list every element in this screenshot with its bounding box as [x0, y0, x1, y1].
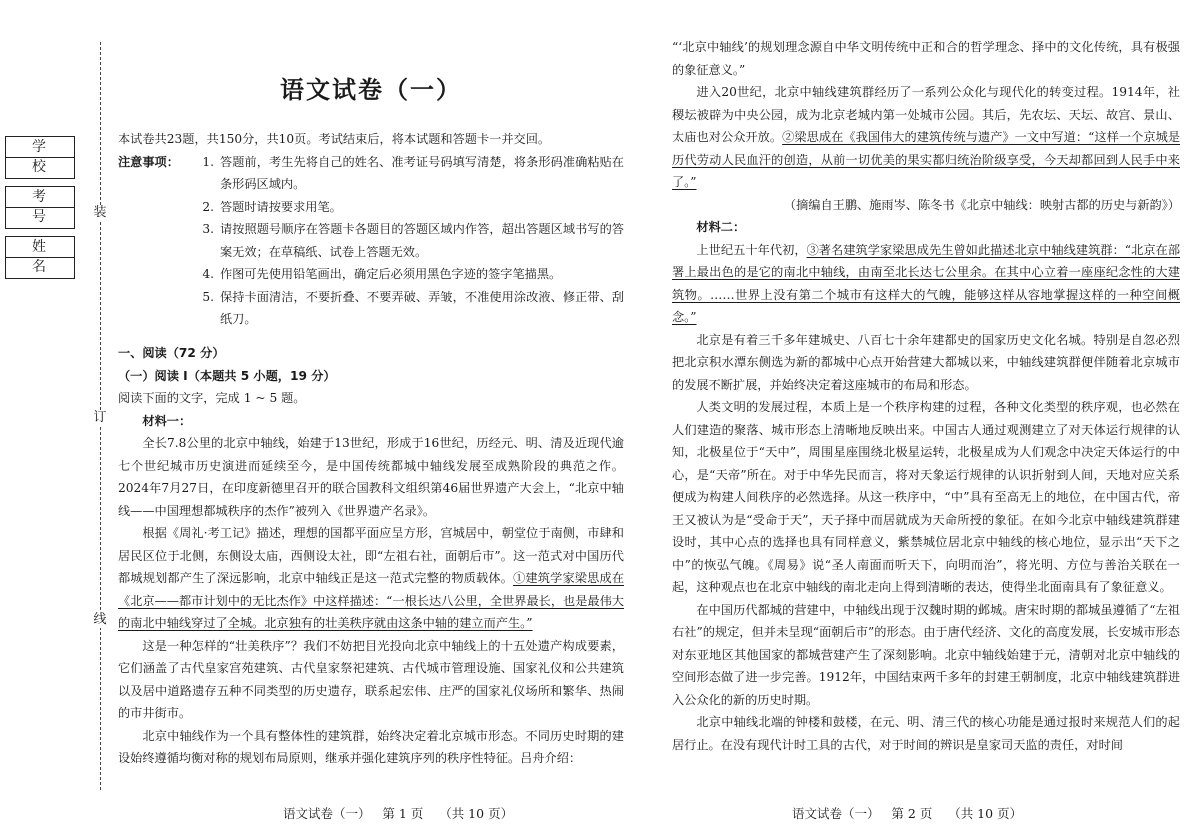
note-item: 4. 作图可先使用铅笔画出，确定后必须用黑色字迹的签字笔描黑。 — [202, 267, 562, 281]
note-item: 3. 请按照题号顺序在答题卡各题目的答题区域内作答，超出答题区域书写的答案无效；在草稿纸、试卷上答题无效。 — [202, 222, 624, 259]
passage-paragraph: “‘北京中轴线’的规划理念源自中华文明传统中正和合的哲学理念、择中的文化传统，具有极强的象征意义。” — [672, 40, 1180, 77]
passage-paragraph: 根据《周礼·考工记》描述，理想的国都平面应呈方形，宫城居中，朝堂位于南侧，市肆和居民区位于北侧，东侧设太庙，西侧设太社，即“左祖右社，面朝后市”。这一范式对中国历代都城规划都产生了深远影响，北京中轴线正是这一范式完整的物质载体。①建筑学家梁思成在《北京——都市计划中的无比杰作》中这样描述：“一根长达八公里，全世界最长，也是最伟大的南北中轴线穿过了全城。北京独有的壮美秩序就由这条中轴的建立而产生。” — [118, 526, 625, 630]
section-heading: 一、阅读（72 分） — [118, 346, 225, 360]
passage-paragraph: 上世纪五十年代初，③著名建筑学家梁思成先生曾如此描述北京中轴线建筑群：“北京在部署上最出色的是它的南北中轴线，由南至北长达七公里余。在其中心立着一座座纪念性的大建筑物。……世界上没有第二个城市有这样大的气魄，能够这样从容地掌握这样的一种空间概念。” — [672, 242, 1181, 324]
passage-paragraph: 北京中轴线作为一个具有整体性的建筑群，始终决定着北京城市形态。不同历史时期的建设始终遵循均衡对称的规划布局原则，继承并强化建筑序列的秩序性特征。吕舟介绍： — [118, 728, 624, 765]
note-item: 2. 答题时请按要求用笔。 — [202, 199, 342, 214]
notes-heading: 注意事项： — [118, 154, 179, 169]
note-item: 1. 答题前，考生先将自己的姓名、准考证号码填写清楚，将条形码准确粘贴在条形码区域内。 — [202, 154, 624, 191]
material-two-label: 材料二： — [696, 220, 746, 234]
passage-paragraph: 这是一种怎样的“壮美秩序”？我们不妨把目光投向北京中轴线上的十五处遗产构成要素，它们涵盖了古代皇家宫苑建筑、古代皇家祭祀建筑、古代城市管理设施、国家礼仪和公共建筑以及居中道路遗存五种不同类型的历史遗存，联系起宏伟、庄严的国家礼仪场所和繁华、热闹的市井街市。 — [118, 638, 624, 720]
exam-number-field[interactable] — [5, 186, 75, 229]
page-title: 语文试卷（一） — [280, 76, 462, 104]
underlined-quote-1: ①建筑学家梁思成在《北京——都市计划中的无比杰作》中这样描述：“一根长达八公里，全世界最长，也是最伟大的南北中轴线穿过了全城。北京独有的壮美秩序就由这条中轴的建立而产生。” — [118, 571, 625, 630]
passage-paragraph: 进入20世纪，北京中轴线建筑群经历了一系列公众化与现代化的转变过程。1914年，社稷坛被辟为中央公园，成为北京老城内第一处城市公园。其后，先农坛、天坛、故宫、景山、太庙也对公众开放。②梁思成在《我国伟大的建筑传统与遗产》一文中写道：“这样一个京城是历代劳动人民血汗的创造，从前一切优美的果实都归统治阶级享受，今天却都回到人民手中来了。” — [672, 85, 1181, 189]
page-footer: 语文试卷（一） 第 1 页 （共 10 页） — [283, 806, 514, 821]
exam-intro: 本试卷共23题，共150分，共10页。考试结束后，将本试题和答题卡一并交回。 — [118, 132, 551, 146]
passage-paragraph: 全长7.8公里的北京中轴线，始建于13世纪，形成于16世纪，历经元、明、清及近现代逾七个世纪城市历史演进而延续至今，是中国传统都城中轴线发展至成熟阶段的典范之作。2024年7月27日，在印度新德里召开的联合国教科文组织第46届世界遗产大会上，“北京中轴线——中国理想都城秩序的杰作”被列入《世界遗产名录》。 — [118, 436, 624, 518]
material-one-label: 材料一： — [142, 413, 192, 428]
school-label: 学 校 — [6, 137, 74, 158]
page-two-body — [672, 36, 1180, 756]
subsection-heading: （一）阅读 I（本题共 5 小题，19 分） — [118, 368, 336, 383]
binding-char-ding: 订 — [93, 410, 107, 425]
binding-char-xian: 线 — [93, 612, 107, 627]
source-citation: （摘编自王鹏、施雨岑、陈冬书《北京中轴线：映射古都的历史与新韵》） — [783, 197, 1180, 212]
name-label: 姓 名 — [6, 237, 74, 258]
exam-number-label: 考 号 — [6, 187, 74, 208]
binding-char-zhuang: 装 — [93, 205, 107, 220]
passage-paragraph: 人类文明的发展过程，本质上是一个秩序构建的过程，各种文化类型的秩序观，也必然在人们建造的聚落、城市形态上清晰地反映出来。中国古人通过观测建立了对天体运行规律的认知，北极星位于“天中”，周围星座围绕北极星运转，北极星成为人们观念中决定天体运行的中心，是“天帝”所在。对于中华先民而言，将对天象运行规律的认识折射到人间，天地对应关系便成为构建人间秩序的必然选择。从这一秩序中，“中”具有至高无上的地位，在中国古代，帝王又被认为是“受命于天”，天子择中而居就成为天命所授的象征。在如今北京中轴线建筑群建设时，其中心点的选择也具有同样意义，紫禁城位居北京中轴线的核心地位，显示出“天下之中”的恢弘气魄。《周易》说“圣人南面而听天下，向明而治”，将光明、方位与善治关联在一起，这种观点也在北京中轴线的南北走向上得到清晰的表达，使得坐北面南具有了象征意义。 — [672, 400, 1180, 594]
underlined-quote-2: ②梁思成在《我国伟大的建筑传统与遗产》一文中写道：“这样一个京城是历代劳动人民血汗的创造，从前一切优美的果实都归统治阶级享受，今天却都回到人民手中来了。” — [672, 130, 1181, 189]
note-item: 5. 保持卡面清洁，不要折叠、不要弄破、弄皱，不准使用涂改液、修正带、刮纸刀。 — [202, 289, 624, 326]
reading-instruction: 阅读下面的文字，完成 1 ~ 5 题。 — [118, 391, 306, 405]
name-field[interactable] — [5, 236, 75, 279]
reading-section — [118, 342, 624, 770]
exam-front-matter — [118, 128, 624, 331]
passage-paragraph: 在中国历代都城的营建中，中轴线出现于汉魏时期的邺城。唐宋时期的都城虽遵循了“左祖右社”的规定，但并未呈现“面朝后市”的形态。由于唐代经济、文化的高度发展，长安城市形态对东亚地区其他国家的都城营建产生了深刻影响。北京中轴线始建于元，清朝对北京中轴线的空间形态做了进一步完善。1912年，中国结束两千多年的封建王朝制度，北京中轴线建筑群进入公众化的新的历史时期。 — [672, 602, 1180, 707]
school-field[interactable] — [5, 136, 75, 179]
page-footer: 语文试卷（一） 第 2 页 （共 10 页） — [792, 806, 1023, 821]
passage-paragraph: 北京是有着三千多年建城史、八百七十余年建都史的国家历史文化名城。特别是自忽必烈把北京积水潭东侧选为新的都城中心点开始营建大都城以来，中轴线建筑群便伴随着北京城市的发展不断扩展，并始终决定着这座城市的布局和形态。 — [672, 332, 1180, 392]
underlined-quote-3: ③著名建筑学家梁思成先生曾如此描述北京中轴线建筑群：“北京在部署上最出色的是它的南北中轴线，由南至北长达七公里余。在其中心立着一座座纪念性的大建筑物。……世界上没有第二个城市有这样大的气魄，能够这样从容地掌握这样的一种空间概念。” — [672, 242, 1181, 324]
passage-paragraph: 北京中轴线北端的钟楼和鼓楼，在元、明、清三代的核心功能是通过报时来规范人们的起居行止。在没有现代计时工具的古代，对于时间的辨识是皇家司天监的责任，对时间 — [672, 715, 1180, 752]
